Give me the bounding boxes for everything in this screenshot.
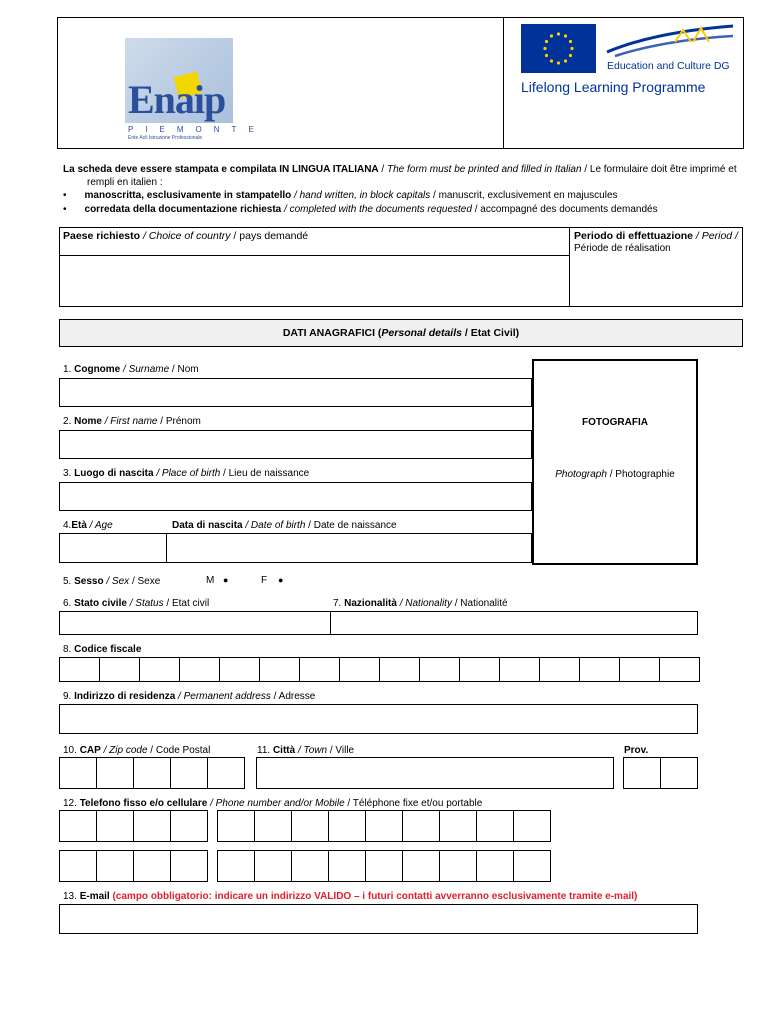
cap-cell[interactable]: [170, 757, 208, 789]
phone-cell[interactable]: [133, 850, 171, 882]
phone-cell[interactable]: [402, 850, 440, 882]
email-label: 13. E-mail (campo obbligatorio: indicare un indirizzo VALIDO – i futuri contatti avverranno esclusivamente tramite e-mail): [63, 891, 638, 902]
enaip-subtitle: Ente Acli Istruzione Professionale: [128, 135, 203, 141]
birthplace-label: 3. Luogo di nascita / Place of birth / Lieu de naissance: [63, 468, 310, 479]
phone-cell[interactable]: [217, 810, 255, 842]
fiscal-cell[interactable]: [619, 657, 660, 682]
prov-input[interactable]: [623, 757, 697, 789]
country-label-en: / Choice of country: [140, 230, 231, 242]
instruction-line1-fr: / Le formulaire doit être imprimé et: [581, 164, 737, 175]
cap-label: 10. CAP / Zip code / Code Postal: [63, 745, 211, 756]
enaip-region: PIEMONTE: [128, 125, 266, 134]
phone-cell[interactable]: [513, 850, 551, 882]
civil-status-label: 6. Stato civile / Status / Etat civil: [63, 598, 210, 609]
fiscal-cell[interactable]: [579, 657, 620, 682]
fiscal-cell[interactable]: [339, 657, 380, 682]
fiscal-cell[interactable]: [59, 657, 100, 682]
prov-cell[interactable]: [623, 757, 661, 789]
birthplace-input[interactable]: [59, 482, 532, 511]
phone-cell[interactable]: [402, 810, 440, 842]
birthdate-input[interactable]: [166, 533, 532, 563]
age-input[interactable]: [59, 533, 167, 563]
prov-cell[interactable]: [660, 757, 698, 789]
phone-cell[interactable]: [439, 850, 477, 882]
phone-cell[interactable]: [365, 810, 403, 842]
phone-cell[interactable]: [291, 810, 329, 842]
photo-caption-fr: / Photographie: [606, 469, 675, 480]
instruction-line1-en: The form must be printed and filled in Italian: [387, 164, 582, 175]
nationality-label: 7. Nazionalità / Nationality / Nationalité: [333, 598, 508, 609]
surname-label: 1. Cognome / Surname / Nom: [63, 364, 199, 375]
instruction-bullet1-fr: / manuscrit, exclusivement en majuscules: [430, 190, 618, 201]
phone-cell[interactable]: [170, 850, 208, 882]
bullet-icon: •: [63, 204, 67, 215]
cap-cell[interactable]: [207, 757, 245, 789]
phone-prefix-input-1[interactable]: [59, 810, 207, 842]
period-label-en: / Period /: [693, 230, 738, 242]
phone-prefix-input-2[interactable]: [59, 850, 207, 882]
fiscal-code-label: 8. Codice fiscale: [63, 644, 142, 655]
phone-cell[interactable]: [254, 810, 292, 842]
section-title-it: DATI ANAGRAFICI (: [282, 327, 382, 339]
instruction-line1-sep: /: [378, 164, 387, 175]
civil-status-input[interactable]: [59, 611, 331, 635]
sex-label: 5. Sesso / Sex / Sexe: [63, 576, 161, 587]
fiscal-cell[interactable]: [659, 657, 700, 682]
birthdate-label: Data di nascita / Date of birth / Date de naissance: [172, 520, 397, 531]
photo-caption: [532, 469, 698, 481]
fiscal-cell[interactable]: [139, 657, 180, 682]
period-label-it: Periodo di effettuazione: [574, 230, 694, 242]
sex-f-checkbox[interactable]: ●: [278, 575, 284, 585]
phone-cell[interactable]: [365, 850, 403, 882]
email-input[interactable]: [59, 904, 698, 934]
cap-cell[interactable]: [96, 757, 134, 789]
instruction-bullet1-it: manoscritta, esclusivamente in stampatello: [84, 190, 292, 201]
phone-cell[interactable]: [476, 810, 514, 842]
instruction-bullet2-en: / completed with the documents requested: [281, 204, 472, 215]
sex-f-label: F: [261, 575, 268, 586]
cap-input[interactable]: [59, 757, 244, 789]
period-label-fr: Période de réalisation: [574, 243, 671, 254]
cap-cell[interactable]: [133, 757, 171, 789]
country-label-it: Paese richiesto: [63, 230, 141, 242]
country-input[interactable]: [61, 257, 568, 305]
phone-cell[interactable]: [170, 810, 208, 842]
fiscal-cell[interactable]: [179, 657, 220, 682]
phone-cell[interactable]: [291, 850, 329, 882]
fiscal-cell[interactable]: [499, 657, 540, 682]
fiscal-cell[interactable]: [419, 657, 460, 682]
phone-cell[interactable]: [328, 850, 366, 882]
eu-programme-label: Lifelong Learning Programme: [521, 79, 706, 95]
eu-swoosh-icon: [605, 22, 735, 60]
instruction-bullet1-en: / hand written, in block capitals: [291, 190, 431, 201]
eu-dg-label: Education and Culture DG: [607, 60, 730, 72]
fiscal-cell[interactable]: [219, 657, 260, 682]
name-label: 2. Nome / First name / Prénom: [63, 416, 201, 427]
fiscal-cell[interactable]: [379, 657, 420, 682]
instruction-bullet2-it: corredata della documentazione richiesta: [84, 204, 282, 215]
photo-title: FOTOGRAFIA: [582, 417, 648, 428]
phone-cell[interactable]: [133, 810, 171, 842]
enaip-logo-text: Enaip: [128, 77, 226, 122]
photo-box[interactable]: [532, 359, 698, 565]
photo-caption-en: Photograph: [555, 469, 607, 480]
phone-cell[interactable]: [328, 810, 366, 842]
address-label: 9. Indirizzo di residenza / Permanent address / Adresse: [63, 691, 316, 702]
enaip-logo: [120, 36, 266, 146]
instruction-line1: [63, 164, 737, 176]
period-input[interactable]: [571, 257, 742, 305]
section-title: [59, 327, 743, 339]
fiscal-cell[interactable]: [459, 657, 500, 682]
phone-cell[interactable]: [254, 850, 292, 882]
instruction-bullet2-fr: / accompagné des documents demandés: [471, 204, 658, 215]
country-label: [63, 230, 308, 242]
instruction-line1-cont: rempli en italien :: [87, 177, 163, 188]
address-input[interactable]: [59, 704, 698, 734]
phone-cell[interactable]: [476, 850, 514, 882]
name-input[interactable]: [59, 430, 532, 459]
nationality-input[interactable]: [330, 611, 698, 635]
phone-label: 12. Telefono fisso e/o cellulare / Phone number and/or Mobile / Téléphone fixe et/ou portable: [63, 798, 483, 809]
email-required-note: (campo obbligatorio: indicare un indirizzo VALIDO – i futuri contatti avverranno esclusivamente tramite e-mail): [109, 891, 638, 902]
instruction-bullet1: [63, 190, 618, 202]
phone-cell[interactable]: [439, 810, 477, 842]
phone-cell[interactable]: [96, 810, 134, 842]
cap-cell[interactable]: [59, 757, 97, 789]
phone-number-input-1[interactable]: [217, 810, 550, 842]
phone-cell[interactable]: [513, 810, 551, 842]
fiscal-cell[interactable]: [259, 657, 300, 682]
sex-m-label: M: [206, 575, 215, 586]
country-period-divider: [569, 227, 570, 307]
period-label: [574, 230, 738, 242]
header-divider: [503, 17, 504, 149]
city-label: 11. Città / Town / Ville: [257, 745, 355, 756]
eu-flag: [521, 24, 596, 73]
phone-cell[interactable]: [96, 850, 134, 882]
fiscal-cell[interactable]: [299, 657, 340, 682]
city-input[interactable]: [256, 757, 614, 789]
fiscal-code-input[interactable]: [59, 657, 699, 682]
age-label: 4.Età / Age: [63, 520, 113, 531]
phone-cell[interactable]: [217, 850, 255, 882]
country-label-fr: / pays demandé: [230, 230, 309, 242]
phone-number-input-2[interactable]: [217, 850, 550, 882]
surname-input[interactable]: [59, 378, 532, 407]
fiscal-cell[interactable]: [99, 657, 140, 682]
sex-m-checkbox[interactable]: ●: [223, 575, 229, 585]
eu-stars-icon: [521, 24, 596, 73]
country-header-divider: [59, 255, 570, 256]
instruction-bullet2: [63, 204, 658, 216]
section-title-en: Personal details: [381, 327, 462, 339]
bullet-icon: •: [63, 190, 67, 201]
phone-cell[interactable]: [59, 850, 97, 882]
section-title-fr: / Etat Civil): [461, 327, 520, 339]
instruction-line1-it: La scheda deve essere stampata e compilata IN LINGUA ITALIANA: [63, 164, 379, 175]
fiscal-cell[interactable]: [539, 657, 580, 682]
prov-label: Prov.: [624, 745, 649, 756]
phone-cell[interactable]: [59, 810, 97, 842]
